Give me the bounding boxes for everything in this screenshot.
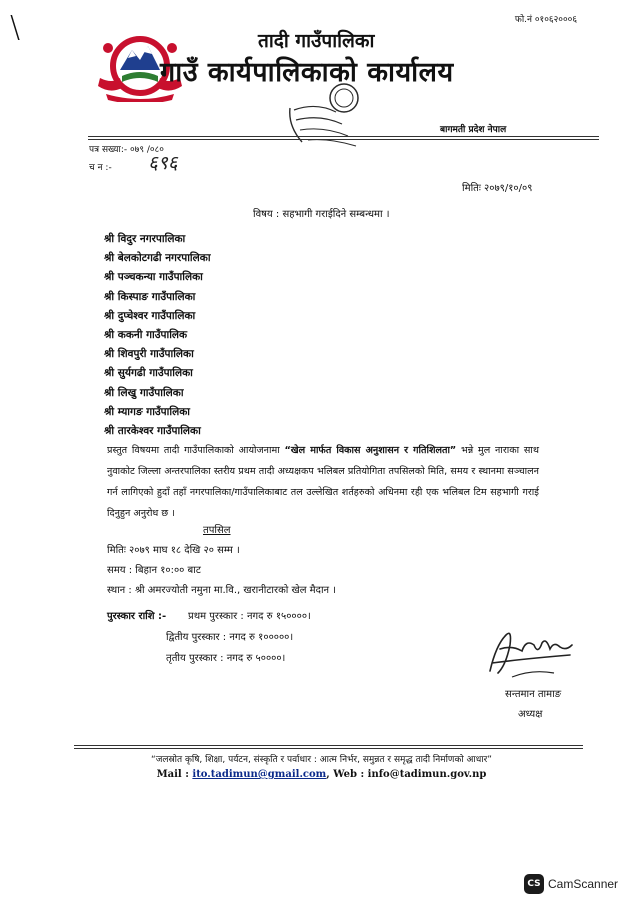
body-request: भन्ने मुल नाराका साथ नुवाकोट जिल्ला अन्तरपालिका स्तरीय प्रथम तादी अध्यक्षकप भलिबल प्रतियोगिता तपसिलको मिति, समय र स्थानमा सञ्चालन गर्न लागिएको हुदाँ तहाँ नगरपालिका/गाउँपालिकाबाट तल उल्लेखित शर्तहरुको अधिनमा रही एक भलिबल टिम सहभागी गराई दिनुहुन अनुरोध छ ।: [107, 445, 539, 519]
header-divider: [88, 136, 599, 137]
prize-second: द्वितीय पुरस्कार : नगद रु १०००००।: [166, 632, 294, 643]
signature-icon: [482, 615, 577, 683]
recipient-item: श्री बेलकोटगढी नगरपालिका: [104, 252, 211, 265]
body-intro: प्रस्तुत विषयमा तादी गाउँपालिकाको आयोजनामा: [107, 445, 280, 456]
prize-label: पुरस्कार राशि :-: [107, 611, 167, 622]
letter-number: पत्र सख्या:- ०७९ /०८०: [89, 145, 164, 155]
header-divider-thin: [88, 139, 599, 140]
schedule-title: तपसिल: [203, 525, 231, 536]
schedule-date: मितिः २०७९ माघ १८ देखि २० सम्म ।: [107, 545, 240, 556]
subject-line: विषय : सहभागी गराईदिने सम्बन्धमा ।: [253, 209, 390, 220]
mail-link[interactable]: ito.tadimun@gmail.com: [192, 769, 327, 780]
dispatch-number-handwritten: ६९६: [148, 152, 178, 174]
footer-motto: “जलस्रोत कृषि, शिक्षा, पर्यटन, संस्कृति र पर्वाधार : आत्म निर्भर, समुन्नत र समृद्ध तादी निर्माणको आधार”: [151, 755, 492, 765]
letter-date: मितिः २०७९/१०/०९: [462, 183, 533, 194]
recipient-item: श्री विदुर नगरपालिका: [104, 233, 186, 245]
signer-name: सन्तमान तामाङ: [505, 689, 562, 700]
recipient-item: श्री पञ्चकन्या गाउँपालिका: [104, 271, 203, 284]
web-label: , Web :: [326, 769, 365, 780]
schedule-time: समय : बिहान १०:०० बाट: [107, 565, 201, 576]
camscanner-watermark: CamScanner: [548, 877, 619, 891]
recipient-item: श्री दुप्चेश्वर गाउँपालिका: [104, 309, 196, 322]
signer-title: अध्यक्ष: [518, 709, 543, 720]
mail-label: Mail :: [156, 769, 189, 780]
recipient-item: श्री तारकेश्वर गाउँपालिका: [104, 424, 201, 437]
margin-mark: \: [10, 10, 21, 45]
schedule-venue: स्थान : श्री अमरज्योती नमुना मा.वि., खरानीटारको खेल मैदान ।: [107, 585, 337, 596]
footer-divider: [74, 745, 583, 746]
recipient-item: श्री सुर्यगढी गाउँपालिका: [104, 367, 193, 380]
letter-body: [107, 440, 539, 524]
web-address: info@tadimun.gov.np: [367, 769, 487, 780]
recipient-item: श्री ककनी गाउँपालिक: [104, 328, 188, 341]
recipient-item: श्री लिखु गाउँपालिका: [104, 386, 184, 399]
event-slogan: “खेल मार्फत विकास अनुशासन र गतिशिलता”: [284, 445, 457, 456]
recipient-item: श्री म्यागङ गाउँपालिका: [104, 405, 190, 418]
recipient-item: श्री शिवपुरी गाउँपालिका: [104, 348, 194, 361]
recipient-item: श्री किस्पाङ गाउँपालिका: [104, 290, 196, 303]
dispatch-label: च न :-: [89, 163, 112, 173]
camscanner-logo-icon: CS: [524, 874, 544, 894]
form-number: फो.नं ०१०६२०००६: [514, 15, 577, 25]
prize-third: तृतीय पुरस्कार : नगद रु ५००००।: [166, 653, 286, 664]
office-title: गाउँ कार्यपालिकाको कार्यालय: [160, 57, 454, 88]
office-name: तादी गाउँपालिका: [258, 30, 375, 52]
province-label: बागमती प्रदेश नेपाल: [440, 125, 507, 135]
prize-first: प्रथम पुरस्कार : नगद रु १५००००।: [188, 611, 311, 622]
footer-divider-thin: [74, 748, 583, 749]
recipient-list: [104, 230, 211, 441]
footer-contact: [0, 769, 643, 780]
